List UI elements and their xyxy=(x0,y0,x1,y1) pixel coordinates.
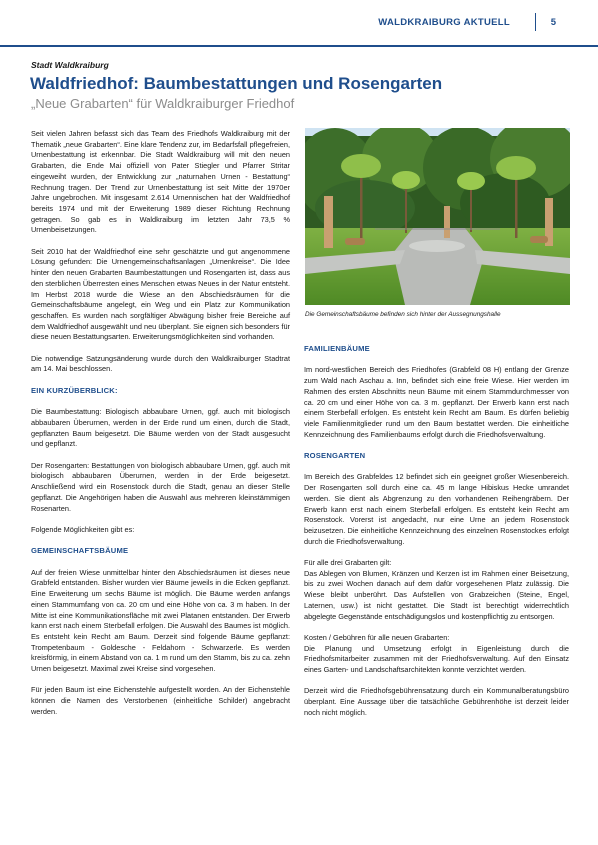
paragraph: Die Planung und Umsetzung erfolgt in Eigenleistung durch die Friedhofsmitarbeiter zusammen mit der Friedhofsverwaltung. Auf den Einsatz eines Garten- und Landschaftsarchitekten konnte verzichtet werden. xyxy=(304,643,569,675)
paragraph: Für jeden Baum ist eine Eichenstehle aufgestellt worden. An der Eichenstehle können die Namen des Verstorbenen (einheitliche Schilder) angebracht werden. xyxy=(31,685,290,716)
section-heading-family-trees: FAMILIENBÄUME xyxy=(304,344,370,353)
paragraph: Das Ablegen von Blumen, Kränzen und Kerzen ist im Rahmen einer Beisetzung, bis zu zwei Wochen danach auf dem dafür vorgesehenen Platz zulässig. Die Wiese bleibt unberührt. Das Aufstellen von Grabzeichen (Steine, Engel, Laternen, usw.) ist nicht gestattet. Die Stadt ist berechtigt widerrechtlich abgelegte Gegenstände entschädigungslos und kostenpflichtig zu entsorgen. xyxy=(304,568,569,621)
paragraph: Der Rosengarten: Bestattungen von biologisch abbaubare Urnen, ggf. auch mit biologisch abbaubaren Überurnen, werden in der Erde beigesetzt. Anschließend wird ein Rosenstock durch die Stadt, genau an dieser Stelle gepflanzt. Die Angehörigen haben die Auswahl aus mehreren kleinstämmigen Rosenarten. xyxy=(31,460,290,513)
header-separator xyxy=(535,13,536,31)
paragraph: Auf der freien Wiese unmittelbar hinter den Abschiedsräumen ist dieses neue Grabfeld entstanden. Bisher wurden vier Bäume jeweils in die Ecken gepflanzt. Eine Erweiterung um sechs Bäume ist möglich. Die Bäume werden anfangs einen Stammumfang von ca. 20 cm und eine Höhe von ca. 3 m haben. In der Mitte ist eine Kommunikationsfläche mit zwei Platanen entstanden. Der Erwerb kann erst nach einem Sterbefall erfolgen. Die Auswahl des Baumes ist möglich. Es entsteht kein Recht am Baum. Derzeit sind folgende Bäume gepflanzt: Trompetenbaum - Goldesche - Feldahorn - Schwarzerle. Es werden kreisförmig, in einem Abstand von ca. 1 m rund um den Stamm, bis zu ca. zehn Urnen beigesetzt. Maximal zwei Kreise sind vorgesehen. xyxy=(31,567,290,674)
section-heading-community-trees: GEMEINSCHAFTSBÄUME xyxy=(31,546,129,556)
article-title: Waldfriedhof: Baumbestattungen und Rosengarten xyxy=(30,74,443,93)
section-heading-rose-garden: ROSENGARTEN xyxy=(304,451,366,460)
paragraph: Für alle drei Grabarten gilt: xyxy=(304,558,392,567)
cemetery-photo xyxy=(305,128,570,305)
section-label: WALDKRAIBURG AKTUELL xyxy=(378,17,510,28)
paragraph: Seit vielen Jahren befasst sich das Team des Friedhofs Waldkraiburg mit der Thematik „neue Grabarten“. Eine klare Tendenz zur, im Bedarfsfall pflegefreien, Urnenbestattung ist erkennbar. Die Stadt Waldkraiburg will mit den neuen Grabarten, die Ende Mai offiziell von Pater Stiegler und Pfarrer Stritar eingeweiht wurden, der Entwicklung zur „naturnahen Urnen - Bestattung“ Rechnung tragen. Der Trend zur Urnenbestattung ist seit Mitte der 1970er Jahre ungebrochen. Mit insgesamt 2.614 Urnennischen hat der Waldfriedhof bereits 1974 und mit der Erweiterung 1989 dieser Richtung Rechnung getragen. So gab es in Waldkraiburg im letzten Jahr 73,5 % Urnenbeisetzungen. xyxy=(31,129,290,235)
photo-caption: Die Gemeinschaftsbäume befinden sich hinter der Aussegnungshalle xyxy=(305,311,501,318)
page-header xyxy=(0,0,598,47)
paragraph: Die notwendige Satzungsänderung wurde durch den Waldkraiburger Stadtrat am 14. Mai beschlossen. xyxy=(31,353,290,374)
paragraph: Folgende Möglichkeiten gibt es: xyxy=(31,524,135,534)
paragraph: Seit 2010 hat der Waldfriedhof eine sehr geschätzte und gut angenommene Lösung gefunden: Die Urnengemeinschaftsanlagen „Urnenkreise“. Die Idee hinter den neuen Grabarten Baumbestattungen und Rosengarten ist, dass aus den sterblichen Überresten eines Menschen etwas Neues in der Natur entsteht. Im Herbst 2018 wurde die Wiese an den Abschiedsräumen für die Gemeinschaftsbäume angelegt, ein Weg und ein Platz zur Kommunikation geschaffen. Es wurden nach sorgfältiger Abwägung bisher freie Bereiche auf dem Waldfriedhof ausgewählt und neu überplant. Sie eignen sich besonders für diese neuen Bestattungsarten. Erweiterungsmöglichkeiten sind vorhanden. xyxy=(31,246,290,342)
section-heading-overview: EIN KURZÜBERBLICK: xyxy=(31,385,118,395)
paragraph: Im Bereich des Grabfeldes 12 befindet sich ein geeignet großer Wiesenbereich. Der Rosengarten soll durch eine ca. 45 m lange Hibiskus Hecke umrandet werden. Sie dient als Abgrenzung zu den vorhandenen Reihengräbern. Der Erwerb kann erst nach einem Sterbefall erfolgen. Es entsteht kein Recht am Rosenstock. Vorerst ist angedacht, nur eine Urne an jedem Rosenstock beizusetzen. Die einheitliche Kennzeichnung des einzelnen Rosenstockes erfolgt durch die Friedhofsverwaltung. xyxy=(304,472,569,546)
paragraph: Die Baumbestattung: Biologisch abbaubare Urnen, ggf. auch mit biologisch abbaubaren Überurnen, werden in der Erde rund um einen, durch die Stadt, gepflanzten Baum beigesetzt. Die Bäume werden von der Stadt ausgesucht und gepflanzt. xyxy=(31,407,290,449)
paragraph: Im nord-westlichen Bereich des Friedhofes (Grabfeld 08 H) entlang der Grenze zum Wald nach Aschau a. Inn, befindet sich eine freie Wiese. Hier werden im Rahmen des ersten Abschnitts neun Bäume mit einem Stammdurchmesser von ca. 20 cm und einer Höhe von ca. 3 m. gepflanzt. Der Erwerb kann erst nach einem Sterbefall erfolgen. Es entsteht kein Recht am Baum. Es dürfen beliebig viele Familienmitglieder rund um den Baum bestattet werden. Die einheitliche Kennzeichnung des Familienbaums erfolgt durch die Friedhofsverwaltung. xyxy=(304,365,569,439)
page-number: 5 xyxy=(550,17,556,28)
left-column xyxy=(31,129,290,728)
article-kicker: Stadt Waldkraiburg xyxy=(31,60,109,70)
paragraph: Kosten / Gebühren für alle neuen Grabarten: xyxy=(304,632,450,642)
header-rule xyxy=(0,45,598,47)
right-column xyxy=(304,344,569,729)
article-subtitle: „Neue Grabarten“ für Waldkraiburger Friedhof xyxy=(31,96,295,111)
paragraph: Derzeit wird die Friedhofsgebührensatzung durch ein Kommunalberatungsbüro überplant. Eine Aussage über die tatsächliche Gebührenhöhe ist derzeit leider noch nicht möglich. xyxy=(304,686,569,717)
